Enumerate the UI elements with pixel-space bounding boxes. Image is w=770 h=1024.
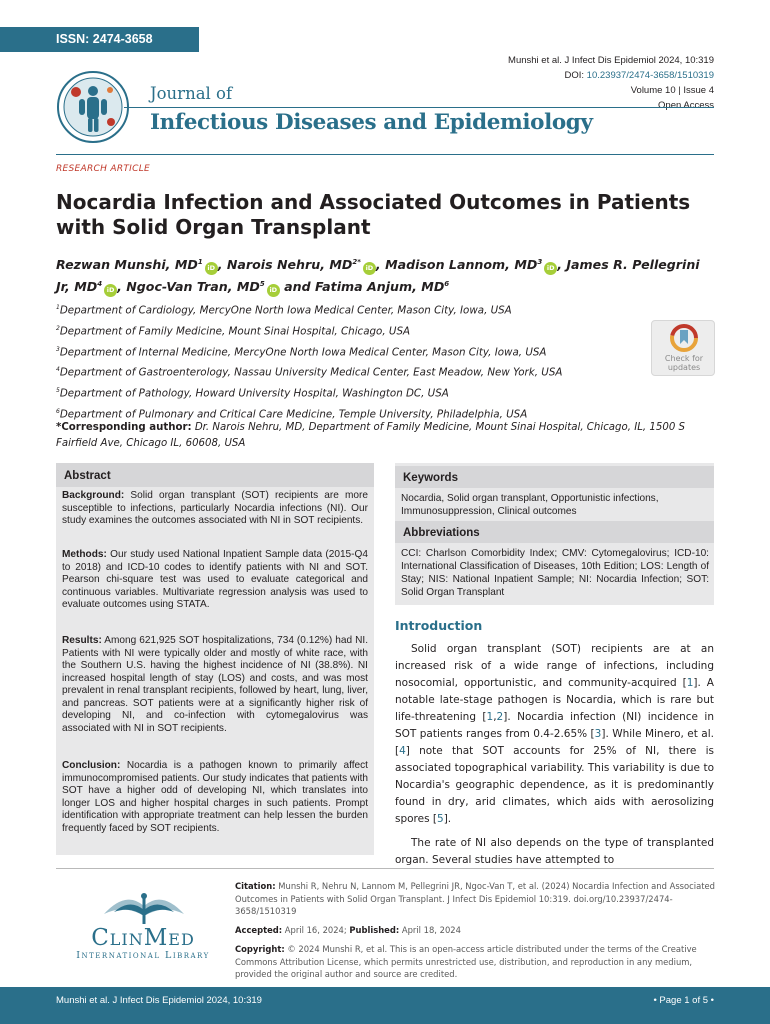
header-divider bbox=[124, 107, 714, 108]
footer-citation: Munshi et al. J Infect Dis Epidemiol 2024, 10:319 bbox=[56, 995, 262, 1006]
dates-entry bbox=[235, 924, 715, 937]
published-label: Published: bbox=[349, 925, 400, 936]
abstract-background bbox=[62, 490, 368, 528]
intro-text-segment: ] note that SOT accounts for 25% of NI, there is associated topographical variability. This variability is due to Nocardia's geographic dependence, as it is predominantly found in dry, arid climates, which aids with aerosolizing spores [ bbox=[395, 745, 714, 826]
introduction-paragraph-2: The rate of NI also depends on the type of transplanted organ. Several studies have attempted to bbox=[395, 836, 714, 866]
affiliation-sup: 1 bbox=[56, 304, 60, 311]
title-line-1: Nocardia Infection and Associated Outcomes in Patients bbox=[56, 190, 691, 214]
author-sep: , bbox=[117, 279, 127, 295]
doi-prefix: DOI: bbox=[564, 70, 587, 81]
affiliation-sup: 6 bbox=[56, 408, 60, 416]
orcid-icon[interactable]: iD bbox=[363, 262, 376, 275]
conclusion-label: Conclusion: bbox=[62, 760, 121, 771]
author-sup: 6 bbox=[444, 280, 450, 289]
author-sep: and bbox=[279, 279, 316, 295]
methods-label: Methods: bbox=[62, 549, 107, 560]
affiliation-sup: 3 bbox=[56, 345, 60, 353]
check-updates-button[interactable] bbox=[651, 320, 715, 376]
introduction-heading: Introduction bbox=[395, 618, 483, 633]
methods-text: Our study used National Inpatient Sample data (2015-Q4 to 2018) and ICD-10 codes to identify patients with NI and SOT. Pearson chi-square test was used to evaluate categorical and continuous variables. Multivariate regression analysis was used to evaluate outcomes using STATA. bbox=[62, 549, 368, 610]
author-sup: 5 bbox=[259, 280, 265, 289]
affiliation-text: Department of Internal Medicine, MercyOne North Iowa Medical Center, Mason City, Iowa, USA bbox=[59, 346, 547, 359]
header-rule bbox=[56, 154, 714, 155]
author-sup: 4 bbox=[97, 280, 103, 289]
intro-text-segment: ]. Nocardia infection (NI) incidence in SOT patients ranges from 0.4-2.65% [ bbox=[395, 711, 714, 741]
orcid-icon[interactable]: iD bbox=[544, 262, 557, 275]
author-name: Narois Nehru, MD bbox=[226, 257, 353, 273]
check-updates-label bbox=[652, 354, 716, 372]
intro-text-segment: ]. bbox=[443, 813, 452, 826]
title-line-2: with Solid Organ Transplant bbox=[56, 215, 371, 239]
footer-divider bbox=[56, 868, 714, 869]
author-sep: , bbox=[217, 257, 227, 273]
citation-block bbox=[235, 880, 715, 981]
affiliation-sup: 5 bbox=[56, 387, 60, 395]
affiliation-sup: 2 bbox=[56, 324, 60, 332]
background-text: Solid organ transplant (SOT) recipients are more susceptible to infections, particularly Nocardia infections (NI). Our study examines the outcomes associated with NI in SOT recipients. bbox=[62, 490, 368, 526]
affiliation-item bbox=[56, 320, 646, 341]
abstract-heading: Abstract bbox=[56, 463, 374, 487]
doi-link[interactable]: 10.23937/2474-3658/1510319 bbox=[586, 70, 714, 81]
keywords-heading: Keywords bbox=[395, 466, 714, 488]
author-sup: 3 bbox=[537, 258, 543, 266]
reference-link[interactable]: 2 bbox=[496, 711, 504, 724]
author-name: Fatima Anjum, MD bbox=[315, 279, 445, 295]
journal-name: Infectious Diseases and Epidemiology bbox=[150, 110, 593, 135]
citation-label: Citation: bbox=[235, 881, 276, 891]
author-sep: , bbox=[375, 257, 386, 273]
header-doi bbox=[508, 68, 714, 83]
author-name: Ngoc-Van Tran, MD bbox=[126, 279, 260, 295]
header-volume-issue: Volume 10 | Issue 4 bbox=[630, 85, 714, 96]
orcid-icon[interactable]: iD bbox=[205, 262, 218, 275]
journal-of-label: Journal of bbox=[150, 84, 233, 103]
orcid-icon[interactable]: iD bbox=[104, 284, 117, 297]
check-updates-icon bbox=[652, 321, 716, 355]
intro-text-segment: Solid organ transplant (SOT) recipients are at an increased risk of a wide range of infections, including nosocomial, opportunistic, and community-acquired [ bbox=[395, 643, 714, 690]
orcid-icon[interactable]: iD bbox=[267, 284, 280, 297]
page-number: • Page 1 of 5 • bbox=[653, 995, 714, 1006]
header-meta bbox=[508, 53, 714, 113]
article-type: RESEARCH ARTICLE bbox=[56, 164, 151, 174]
copyright-text: © 2024 Munshi R, et al. This is an open-access article distributed under the terms of the Creative Commons Attribution License, which permits unrestricted use, distribution, and reproduction in any medium, provided the original author and source are credited. bbox=[235, 943, 697, 980]
affiliation-list bbox=[56, 299, 646, 424]
citation-entry bbox=[235, 880, 715, 918]
affiliation-item bbox=[56, 382, 646, 403]
affiliation-text: Department of Cardiology, MercyOne North Iowa Medical Center, Mason City, Iowa, USA bbox=[59, 304, 512, 317]
header-access: Open Access bbox=[658, 100, 714, 111]
footer-bar bbox=[0, 987, 770, 1024]
header-citation: Munshi et al. J Infect Dis Epidemiol 2024, 10:319 bbox=[508, 55, 714, 66]
author-sep: , bbox=[557, 257, 567, 273]
author-name: Madison Lannom, MD bbox=[385, 257, 538, 273]
issn-banner bbox=[0, 27, 199, 52]
issn-text: ISSN: 2474-3658 bbox=[56, 32, 153, 46]
abbreviations-text: CCI: Charlson Comorbidity Index; CMV: Cytomegalovirus; ICD-10: International Classification of Diseases, 10th Edition; LOS: Length of Stay; NIS: National Inpatient Sample; NI: Nocardia Infection; SOT: Solid Organ Transplant bbox=[401, 548, 709, 598]
clinmed-logo-subtitle: International Library bbox=[76, 950, 210, 961]
corresponding-author bbox=[56, 420, 718, 452]
affiliation-item bbox=[56, 361, 646, 382]
keywords-text: Nocardia, Solid organ transplant, Opportunistic infections, Immunosuppression, Clinical outcomes bbox=[401, 493, 659, 517]
author-name: Rezwan Munshi, MD bbox=[56, 257, 198, 273]
citation-text: Munshi R, Nehru N, Lannom M, Pellegrini JR, Ngoc-Van T, et al. (2024) Nocardia Infection and Associated Outcomes in Patients with Solid Organ Transplant. J Infect Dis Epidemiol 10:319. doi.org/10.23937/2474-3658/1510319 bbox=[235, 881, 715, 917]
reference-link[interactable]: 3 bbox=[594, 728, 602, 741]
intro-text-segment: ]. While Minero, et al. [ bbox=[395, 728, 714, 758]
results-text: Among 621,925 SOT hospitalizations, 734 (0.12%) had NI. Patients with NI were typically older and mostly of white race, with the Southern U.S. having the highest incidence of NI (38.8%). NI increased hospital length of stay (LOS) and costs, and was most prevalent in renal transplant recipients, followed by heart, lung, liver, and pancreas. SOT patients were at a significantly higher risk of developing NI, and co-infection with cytomegalovirus was associated with NI in SOT recipients. bbox=[62, 635, 368, 734]
introduction-paragraph-1 bbox=[395, 641, 714, 829]
author-sup: 1 bbox=[197, 258, 203, 266]
author-name: James R. Pellegrini Jr, MD bbox=[56, 257, 700, 295]
affiliation-text: Department of Gastroenterology, Nassau University Medical Center, East Meadow, New York, USA bbox=[59, 366, 563, 379]
author-sup: 2* bbox=[352, 258, 361, 266]
abstract-methods bbox=[62, 549, 368, 612]
journal-logo-icon bbox=[56, 70, 130, 144]
reference-link[interactable]: 1 bbox=[686, 677, 694, 690]
check-updates-line1: Check for bbox=[664, 354, 704, 363]
reference-link[interactable]: 1 bbox=[486, 711, 494, 724]
background-label: Background: bbox=[62, 490, 125, 501]
affiliation-item bbox=[56, 299, 646, 320]
intro-text-segment: ]. A notable late-stage pathogen is Nocardia, which is rare but life-threatening [ bbox=[395, 677, 714, 724]
affiliation-item bbox=[56, 341, 646, 362]
published-date: April 18, 2024 bbox=[399, 925, 461, 936]
introduction-body bbox=[395, 641, 714, 869]
accepted-label: Accepted: bbox=[235, 925, 283, 936]
abstract-conclusion bbox=[62, 760, 368, 835]
corresponding-label: *Corresponding author: bbox=[56, 422, 192, 433]
intro-text-segment: , bbox=[493, 711, 497, 724]
copyright-label: Copyright: bbox=[235, 943, 285, 954]
article-title bbox=[56, 190, 716, 240]
affiliation-text: Department of Pathology, Howard University Hospital, Washington DC, USA bbox=[59, 387, 449, 400]
affiliation-text: Department of Pulmonary and Critical Care Medicine, Temple University, Philadelphia, USA bbox=[59, 408, 528, 421]
accepted-date: April 16, 2024; bbox=[282, 925, 350, 936]
clinmed-logo-word: ClinMed bbox=[91, 925, 195, 951]
abbreviations-heading: Abbreviations bbox=[395, 521, 714, 543]
author-list bbox=[56, 253, 716, 297]
copyright-entry bbox=[235, 943, 715, 981]
check-updates-line2: updates bbox=[667, 363, 701, 372]
affiliation-text: Department of Family Medicine, Mount Sinai Hospital, Chicago, USA bbox=[59, 325, 411, 338]
abstract-results bbox=[62, 635, 368, 735]
reference-link[interactable]: 4 bbox=[399, 745, 406, 758]
affiliation-sup: 4 bbox=[56, 366, 60, 374]
reference-link[interactable]: 5 bbox=[437, 813, 444, 826]
corresponding-text: Dr. Narois Nehru, MD, Department of Family Medicine, Mount Sinai Hospital, Chicago, IL, 1500 S Fairfield Ave, Chicago IL, 60608, USA bbox=[56, 422, 686, 449]
results-label: Results: bbox=[62, 635, 102, 646]
conclusion-text: Nocardia is a pathogen known to primarily affect immunocompromised patients. Our study indicates that patients with SOT have a higher odd of developing NI, which translates into longer LOS and higher hospital charges in such patients. Prompt identification with appropriate treatment can help lessen the burden frequently faced by SOT recipients. bbox=[62, 760, 368, 834]
